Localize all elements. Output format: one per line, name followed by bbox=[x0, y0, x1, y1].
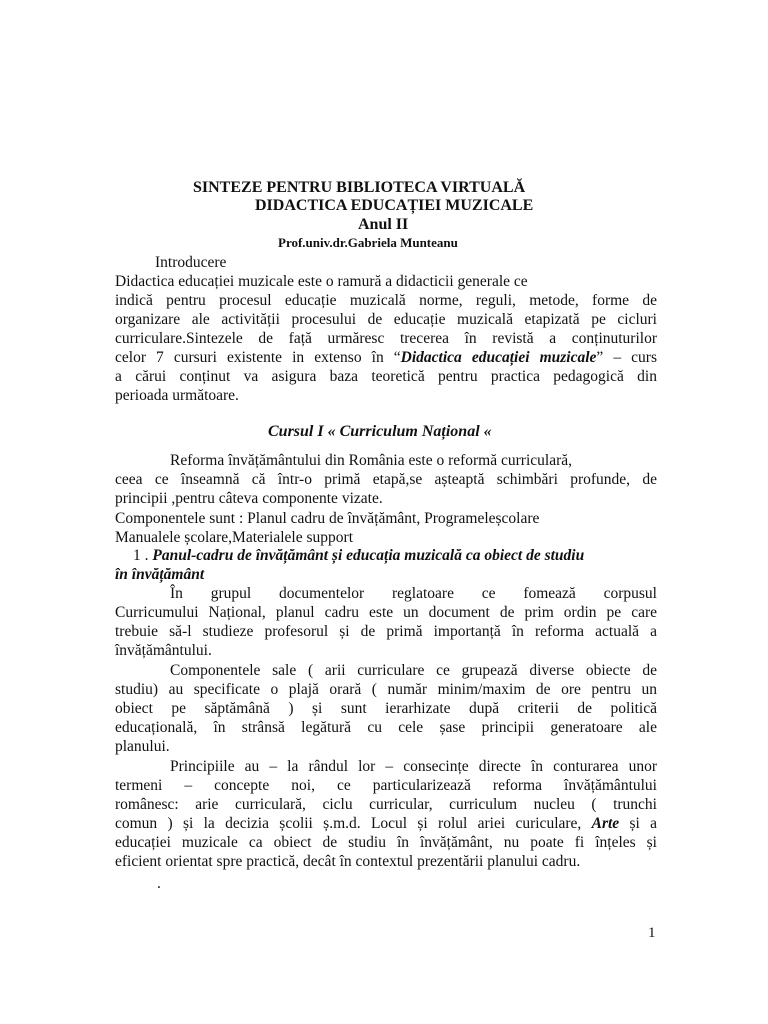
paragraph-line: eficient orientat spre practică, decât în contextul prezentării planului cadru. bbox=[115, 853, 581, 870]
paragraph-line: Principiile au – la rândul lor – consecințe directe în conturarea unor bbox=[170, 758, 657, 775]
intro-line: curriculare.Sintezele de față urmăresc trecerea în revistă a conținuturilor bbox=[115, 330, 657, 347]
title-line-2: DIDACTICA EDUCAȚIEI MUZICALE bbox=[255, 197, 534, 214]
intro-line: organizare ale activității procesului de educație muzicală etapizată pe cicluri bbox=[115, 311, 657, 328]
title-line-1: SINTEZE PENTRU BIBLIOTECA VIRTUALĂ bbox=[193, 179, 526, 196]
paragraph-line: educației muzicale ca obiect de studiu în învățământ, nu poate fi înțeles și bbox=[115, 834, 657, 851]
paragraph-line: educațională, în strânsă legătură cu cele șase principii generatoare ale bbox=[115, 719, 657, 736]
section-heading bbox=[133, 546, 584, 565]
stray-dot: . bbox=[157, 875, 161, 892]
paragraph-line: obiect pe săptămână ) și sunt ierarhizate după criterii de politică bbox=[115, 700, 657, 717]
intro-line bbox=[115, 348, 657, 367]
intro-text: celor 7 cursuri existente in extenso în “ bbox=[115, 349, 401, 366]
paragraph-line: Componentele sale ( arii curriculare ce grupează diverse obiecte de bbox=[170, 662, 657, 679]
paragraph-line: În grupul documentelor reglatoare ce fomează corpusul bbox=[170, 585, 657, 602]
paragraph-line: studiu) au specificate o plajă orară ( număr minim/maxim de ore pentru un bbox=[115, 681, 657, 698]
section-number: 1 . bbox=[133, 547, 153, 564]
course-title: Cursul I « Curriculum Național « bbox=[268, 423, 492, 440]
author-line: Prof.univ.dr.Gabriela Munteanu bbox=[278, 235, 458, 250]
intro-line: a cărui conținut va asigura baza teoretică pentru practica pedagogică din bbox=[115, 368, 657, 385]
paragraph-text: comun ) și la decizia școlii ș.m.d. Locul și rolul ariei curiculare, bbox=[115, 815, 592, 832]
book-title: Didactica educației muzicale bbox=[400, 349, 597, 366]
paragraph-line: învățământului. bbox=[115, 642, 212, 659]
intro-line: perioada următoare. bbox=[115, 387, 239, 404]
paragraph-line: Reforma învățământului din România este o reformă curriculară, bbox=[170, 452, 572, 469]
title-year: Anul II bbox=[358, 216, 409, 233]
intro-line: Didactica educației muzicale este o ramură a didacticii generale ce bbox=[115, 273, 528, 290]
intro-text: ” – curs bbox=[596, 349, 658, 366]
intro-heading: Introducere bbox=[155, 254, 227, 271]
paragraph-line: principii ,pentru câteva componente vizate. bbox=[115, 490, 383, 507]
paragraph-line: termeni – concepte noi, ce particularizează reforma învățământului bbox=[115, 777, 657, 794]
section-heading-cont: în învățământ bbox=[115, 566, 205, 583]
section-title: Panul-cadru de învățământ și educația muzicală ca obiect de studiu bbox=[152, 547, 585, 564]
paragraph-line: ceea ce înseamnă că într-o primă etapă,se așteaptă schimbări profunde, de bbox=[115, 471, 657, 488]
area-name: Arte bbox=[591, 815, 620, 832]
intro-line: indică pentru procesul educație muzicală norme, reguli, metode, forme de bbox=[115, 292, 657, 309]
paragraph-line: Componentele sunt : Planul cadru de învățământ, Programeleșcolare bbox=[115, 510, 540, 527]
paragraph-line: trebuie să-l studieze profesorul și de primă importanță în reforma actuală a bbox=[115, 623, 657, 640]
page-number: 1 bbox=[648, 925, 656, 941]
paragraph-text: și a bbox=[619, 815, 658, 832]
paragraph-line bbox=[115, 814, 657, 833]
paragraph-line: planului. bbox=[115, 738, 170, 755]
paragraph-line: Manualele școlare,Materialele support bbox=[115, 529, 353, 546]
paragraph-line: Curricumului Național, planul cadru este un document de prim ordin pe care bbox=[115, 604, 657, 621]
paragraph-line: românesc: arie curriculară, ciclu curricular, curriculum nucleu ( trunchi bbox=[115, 796, 657, 813]
